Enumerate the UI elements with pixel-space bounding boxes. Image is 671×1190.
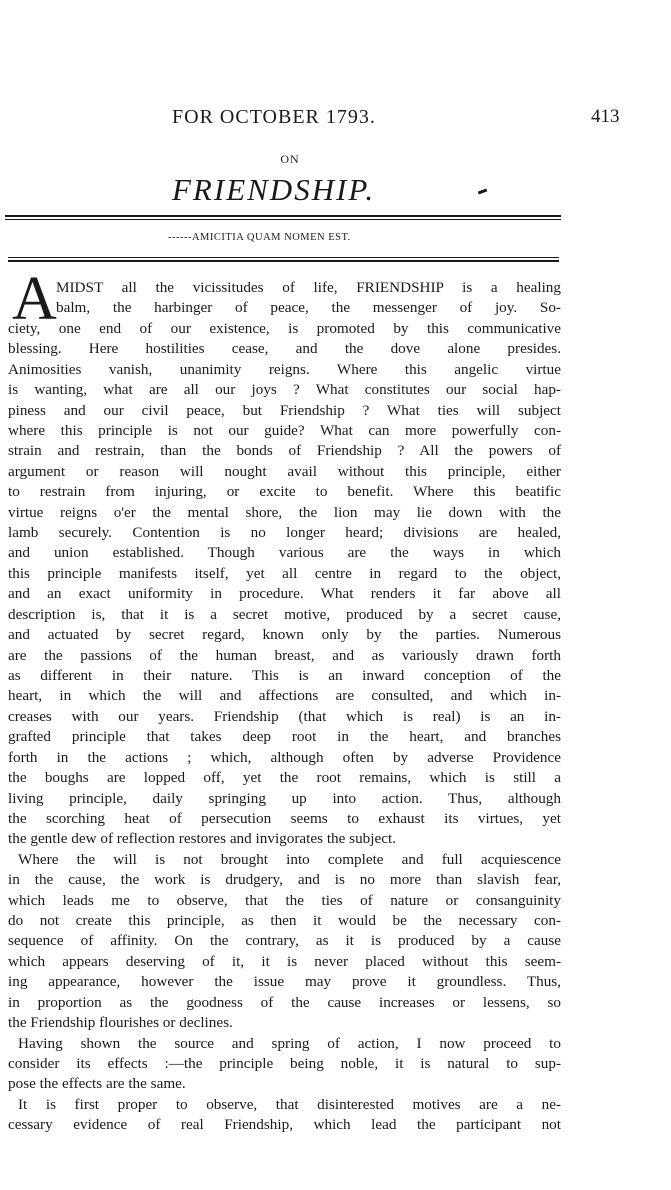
running-head: FOR OCTOBER 1793. — [172, 106, 376, 128]
top-double-rule-thin — [5, 219, 561, 220]
text-line: creases with our years. Friendship (that which is real) is an in- — [8, 707, 561, 725]
epigraph: ------AMICITIA QUAM NOMEN EST. — [168, 232, 351, 243]
text-line: in proportion as the goodness of the cause increases or lessens, so — [8, 993, 561, 1011]
text-line: lamb securely. Contention is no longer heard; divisions are healed, — [8, 524, 561, 542]
text-line: MIDST all the vicissitudes of life, FRIENDSHIP is a healing — [56, 279, 561, 296]
text-line: and actuated by secret regard, known only by the parties. Numerous — [8, 626, 561, 644]
drop-cap: A — [12, 265, 57, 333]
text-line: sequence of affinity. On the contrary, as it is produced by a cause — [8, 932, 561, 950]
ink-mark — [478, 189, 487, 195]
bottom-double-rule — [8, 260, 559, 262]
text-line: as different in their nature. This is an inward conception of the — [8, 666, 561, 684]
text-line: do not create this principle, as then it would be the necessary con- — [8, 912, 561, 930]
text-line: which appears deserving of it, it is never placed without this seem- — [8, 952, 561, 970]
text-line: blessing. Here hostilities cease, and the dove alone presides. — [8, 340, 561, 358]
text-line: living principle, daily springing up into action. Thus, although — [8, 789, 561, 807]
text-line: grafted principle that takes deep root in the heart, and branches — [8, 728, 561, 746]
text-line: the gentle dew of reflection restores and invigorates the subject. — [8, 830, 396, 848]
text-line: argument or reason will nought avail without this principle, either — [8, 462, 561, 480]
page-number: 413 — [591, 106, 620, 127]
text-line: is wanting, what are all our joys ? What constitutes our social hap- — [8, 381, 561, 399]
text-line: heart, in which the will and affections are consulted, and which in- — [8, 687, 561, 705]
text-line: Having shown the source and spring of action, I now proceed to — [18, 1034, 561, 1052]
text-line: are the passions of the human breast, and as variously drawn forth — [8, 646, 561, 664]
text-line: pose the effects are the same. — [8, 1075, 186, 1093]
text-line: consider its effects :—the principle being noble, it is natural to sup- — [8, 1054, 561, 1072]
text-line: ciety, one end of our existence, is promoted by this communicative — [8, 319, 561, 337]
text-line: strain and restrain, than the bonds of Friendship ? All the powers of — [8, 442, 561, 460]
text-line: ing appearance, however the issue may prove it groundless. Thus, — [8, 973, 561, 991]
text-line: description is, that it is a secret motive, produced by a secret cause, — [8, 605, 561, 623]
text-line: and an exact uniformity in procedure. What renders it far above all — [8, 585, 561, 603]
text-line: this principle manifests itself, yet all centre in regard to the object, — [8, 564, 561, 582]
text-line: to restrain from injuring, or excite to benefit. Where this beatific — [8, 483, 561, 501]
on-label: ON — [280, 152, 300, 166]
text-line: It is first proper to observe, that disinterested motives are a ne- — [18, 1095, 561, 1113]
text-line: forth in the actions ; which, although often by adverse Providence — [8, 748, 561, 766]
text-line: balm, the harbinger of peace, the messenger of joy. So- — [56, 299, 561, 317]
text-line: the boughs are lopped off, yet the root remains, which is still a — [8, 769, 561, 787]
text-line: Where the will is not brought into complete and full acquiescence — [18, 850, 561, 868]
top-double-rule — [5, 215, 561, 217]
text-line: virtue reigns o'er the mental shore, the lion may lie down with the — [8, 503, 561, 521]
text-line: the Friendship flourishes or declines. — [8, 1014, 233, 1032]
text-line: piness and our civil peace, but Friendship ? What ties will subject — [8, 401, 561, 419]
text-line: where this principle is not our guide? What can more powerfully con- — [8, 421, 561, 439]
text-line: in the cause, the work is drudgery, and is no more than slavish fear, — [8, 871, 561, 889]
bottom-double-rule-thin — [8, 257, 559, 258]
text-line: cessary evidence of real Friendship, which lead the participant not — [8, 1116, 561, 1134]
text-line: which leads me to observe, that the ties of nature or consanguinity — [8, 891, 561, 909]
text-line: the scorching heat of persecution seems to exhaust its virtues, yet — [8, 809, 561, 827]
page-title: FRIENDSHIP. — [172, 172, 376, 207]
text-line: Animosities vanish, unanimity reigns. Where this angelic virtue — [8, 360, 561, 378]
text-line: and union established. Though various are the ways in which — [8, 544, 561, 562]
